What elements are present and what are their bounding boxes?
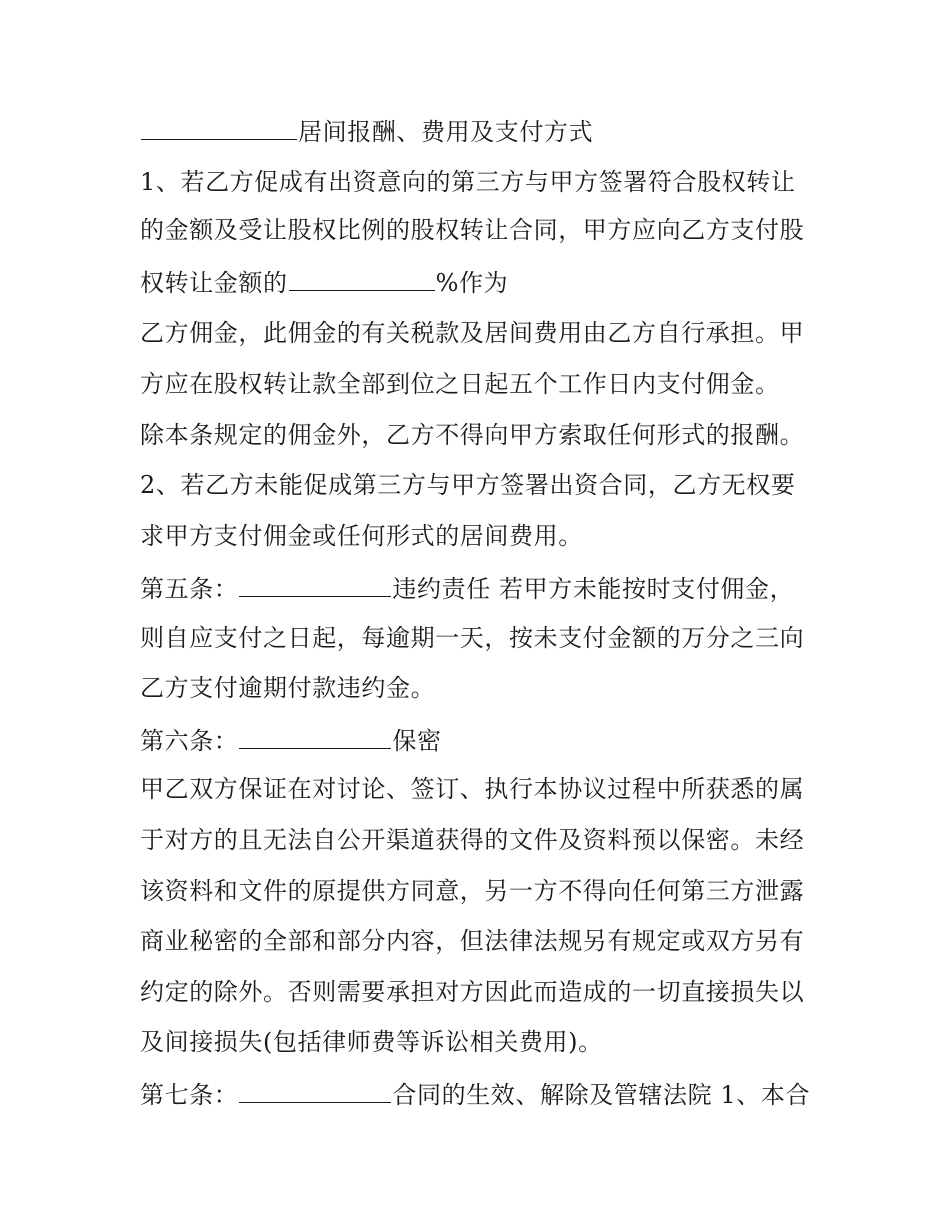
article-title: 违约责任 若甲方未能按时支付佣金， <box>392 575 795 603</box>
paragraph-line: 1、若乙方促成有出资意向的第三方与甲方签署符合股权转让 <box>140 168 796 196</box>
article-6-heading <box>140 724 820 756</box>
paragraph-line: 乙方佣金，此佣金的有关税款及居间费用由乙方自行承担。甲 <box>140 319 805 347</box>
paragraph-line: 则自应支付之日起，每逾期一天，按未支付金额的万分之三向 <box>140 624 805 652</box>
paragraph-line: 约定的除外。否则需要承担对方因此而造成的一切直接损失以 <box>140 978 805 1006</box>
article-title: 合同的生效、解除及管辖法院 1、本合 <box>392 1081 811 1109</box>
paragraph-line: 2、若乙方未能促成第三方与甲方签署出资合同，乙方无权要 <box>140 471 796 499</box>
paragraph-line: 商业秘密的全部和部分内容，但法律法规另有规定或双方另有 <box>140 927 805 955</box>
paragraph-line: 的金额及受让股权比例的股权转让合同，甲方应向乙方支付股 <box>140 216 805 244</box>
paragraph-line: 及间接损失(包括律师费等诉讼相关费用)。 <box>140 1028 603 1056</box>
paragraph-line: 求甲方支付佣金或任何形式的居间费用。 <box>140 522 583 550</box>
line-text-pre: 权转让金额的 <box>140 269 288 297</box>
section-heading-commission <box>140 115 820 147</box>
paragraph-line: 方应在股权转让款全部到位之日起五个工作日内支付佣金。 <box>140 370 780 398</box>
paragraph-line: 除本条规定的佣金外，乙方不得向甲方索取任何形式的报酬。 <box>140 421 805 449</box>
fill-blank <box>239 572 391 597</box>
paragraph-line: 该资料和文件的原提供方同意，另一方不得向任何第三方泄露 <box>140 877 805 905</box>
paragraph-line: 甲乙双方保证在对讨论、签订、执行本协议过程中所获悉的属 <box>140 775 805 803</box>
article-label: 第七条： <box>140 1081 239 1109</box>
paragraph-line-with-blank <box>140 266 820 298</box>
article-7-heading <box>140 1078 820 1110</box>
fill-blank <box>239 1078 391 1103</box>
fill-blank <box>239 724 391 749</box>
fill-blank <box>289 266 435 291</box>
article-label: 第五条： <box>140 575 239 603</box>
article-label: 第六条： <box>140 727 239 755</box>
paragraph-line: 于对方的且无法自公开渠道获得的文件及资料预以保密。未经 <box>140 826 805 854</box>
article-title: 保密 <box>392 727 442 755</box>
heading-text: 居间报酬、费用及支付方式 <box>298 118 594 146</box>
paragraph-line: 乙方支付逾期付款违约金。 <box>140 674 436 702</box>
line-text-post: %作为 <box>435 269 509 297</box>
fill-blank <box>141 115 297 140</box>
article-5-heading <box>140 572 820 604</box>
